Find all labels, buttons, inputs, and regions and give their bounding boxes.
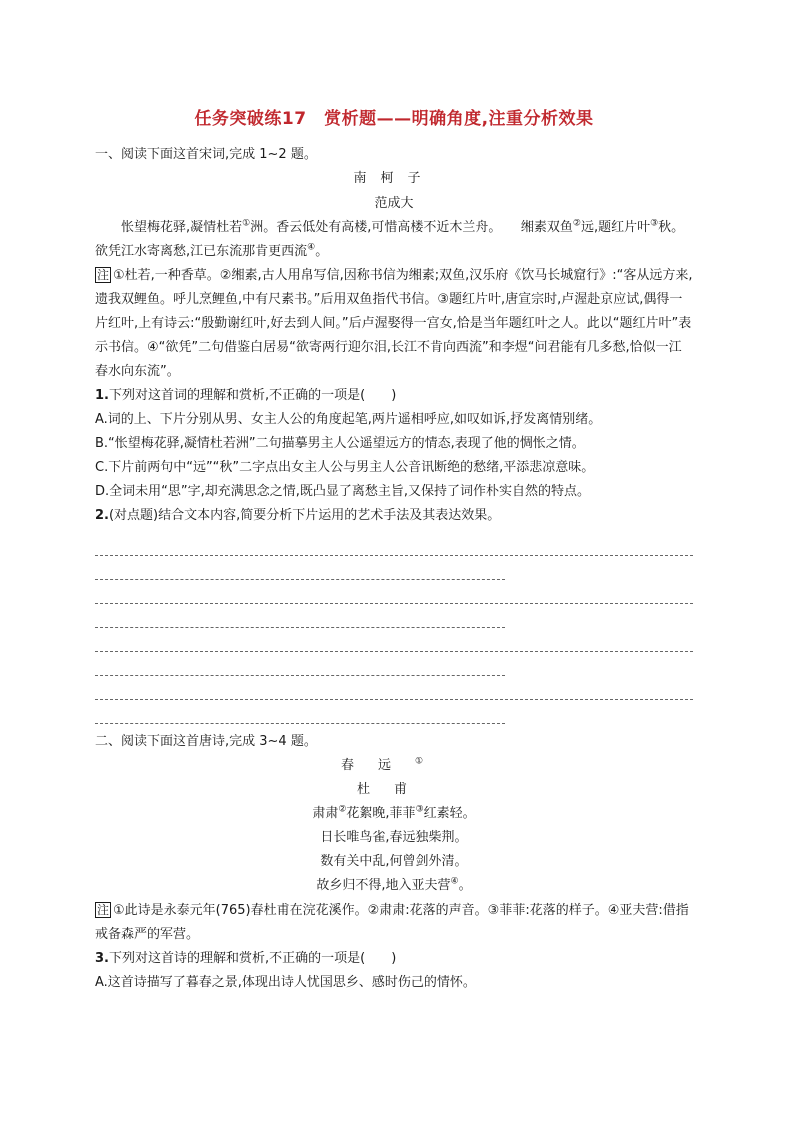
section-2 bbox=[95, 730, 693, 995]
section-1 bbox=[95, 143, 693, 724]
answer-line[interactable] bbox=[95, 652, 693, 676]
question-1-option-d: D.全词未用“思”字,却充满思念之情,既凸显了离愁主旨,又保持了词作朴实自然的特点。 bbox=[95, 484, 591, 500]
note-mark: ④ bbox=[450, 877, 459, 888]
section-2-heading: 二、阅读下面这首唐诗,完成 3~4 题。 bbox=[95, 734, 317, 750]
poem-2-line bbox=[95, 826, 693, 850]
question-1-option-a: A.词的上、下片分别从男、女主人公的角度起笔,两片遥相呼应,如叹如诉,抒发离情别绪。 bbox=[95, 411, 602, 427]
poem-2-title-text: 春远 bbox=[340, 758, 415, 774]
answer-line[interactable] bbox=[95, 532, 693, 556]
note-mark: ③ bbox=[415, 805, 424, 815]
question-number: 1. bbox=[95, 387, 109, 403]
answer-area[interactable] bbox=[95, 532, 693, 724]
poem-2-text: 肃肃 bbox=[312, 806, 339, 822]
poem-2-line bbox=[95, 802, 693, 826]
poem-2-text: 数有关中乱,何曾剑外清。 bbox=[320, 854, 468, 870]
question-stem: 下列对这首词的理解和赏析,不正确的一项是( ) bbox=[108, 387, 397, 403]
poem-2-author: 杜甫 bbox=[356, 782, 431, 798]
poem-1-text: 。 bbox=[315, 243, 329, 259]
poem-1-author: 范成大 bbox=[374, 195, 414, 211]
poem-1-text: 洲。香云低处有高楼,可惜高楼不近木兰舟。 缃素双鱼 bbox=[250, 219, 573, 235]
question-stem: 下列对这首诗的理解和赏析,不正确的一项是( ) bbox=[108, 950, 397, 966]
question-3-option-a: A.这首诗描写了暮春之景,体现出诗人忧国思乡、感时伤己的情怀。 bbox=[95, 974, 476, 990]
poem-1-notes-text: ①杜若,一种香草。②缃素,古人用帛写信,因称书信为缃素;双鱼,汉乐府《饮马长城窟行》:“客从远方来,遗我双鲤鱼。呼儿烹鲤鱼,中有尺素书。”后用双鱼指代书信。③题红片叶,唐宣宗时,卢渥赴京应试,偶得一片红叶,上有诗云:“殷勤谢红叶,好去到人间。”后卢渥娶得一宫女,恰是当年题红叶之人。此以“题红片叶”表示书信。④“欲凭”二句借鉴白居易“欲寄两行迎尔泪,长江不肯向西流”和李煜“问君能有几多愁,恰似一江春水向东流”。 bbox=[95, 267, 693, 379]
poem-1-title: 南柯子 bbox=[353, 171, 435, 187]
question-number: 2. bbox=[95, 508, 109, 524]
answer-line[interactable] bbox=[95, 700, 693, 724]
question-3 bbox=[95, 947, 693, 971]
note-mark: ① bbox=[414, 756, 448, 767]
answer-line[interactable] bbox=[95, 604, 693, 628]
note-mark: ③ bbox=[650, 218, 659, 229]
question-1-option-b: B.“怅望梅花驿,凝情杜若洲”二句描摹男主人公遥望远方的情态,表现了他的惆怅之情。 bbox=[95, 436, 585, 451]
poem-2-text: 。 bbox=[458, 878, 472, 894]
question-1-option-c: C.下片前两句中“远”“秋”二字点出女主人公与男主人公音讯断绝的愁绪,平添悲凉意味。 bbox=[95, 460, 595, 476]
poem-2-text: 红素轻。 bbox=[423, 806, 476, 822]
answer-line[interactable] bbox=[95, 628, 693, 652]
question-stem: (对点题)结合文本内容,简要分析下片运用的艺术手法及其表达效果。 bbox=[108, 508, 501, 524]
poem-1-text: 秋。欲凭江水寄离愁,江已东流那肯更西流 bbox=[95, 219, 685, 259]
poem-2-text: 日长唯鸟雀,春远独柴荆。 bbox=[320, 830, 468, 846]
note-mark: ① bbox=[242, 218, 251, 229]
question-2 bbox=[95, 504, 693, 528]
poem-2-notes-text: ①此诗是永泰元年(765)春杜甫在浣花溪作。②肃肃:花落的声音。③菲菲:花落的样子。④亚夫营:借指戒备森严的军营。 bbox=[95, 902, 689, 942]
poem-2-text: 故乡归不得,地入亚夫营 bbox=[316, 878, 451, 894]
poem-2-line bbox=[95, 850, 693, 874]
worksheet-title: 任务突破练17 赏析题——明确角度,注重分析效果 bbox=[194, 109, 594, 129]
poem-2-line bbox=[95, 874, 693, 898]
answer-dashed-line bbox=[95, 723, 505, 724]
question-1 bbox=[95, 384, 693, 408]
poem-1-text: 远,题红片叶 bbox=[580, 219, 651, 235]
poem-1-text: 怅望梅花驿,凝情杜若 bbox=[121, 219, 243, 235]
poem-2-title bbox=[95, 754, 693, 778]
note-mark: ④ bbox=[307, 242, 316, 253]
note-mark: ② bbox=[572, 218, 581, 229]
question-number: 3. bbox=[95, 950, 109, 966]
answer-line[interactable] bbox=[95, 556, 693, 580]
poem-1-notes bbox=[95, 264, 693, 384]
note-mark: ② bbox=[338, 805, 347, 815]
answer-line[interactable] bbox=[95, 580, 693, 604]
note-label: 注 bbox=[97, 902, 110, 917]
worksheet-content bbox=[95, 104, 693, 995]
poem-2-notes bbox=[95, 899, 693, 947]
poem-2-text: 花絮晚,菲菲 bbox=[346, 806, 416, 822]
poem-1-body bbox=[95, 216, 693, 264]
section-1-heading: 一、阅读下面这首宋词,完成 1~2 题。 bbox=[95, 147, 317, 163]
answer-line[interactable] bbox=[95, 676, 693, 700]
note-label: 注 bbox=[97, 267, 110, 282]
